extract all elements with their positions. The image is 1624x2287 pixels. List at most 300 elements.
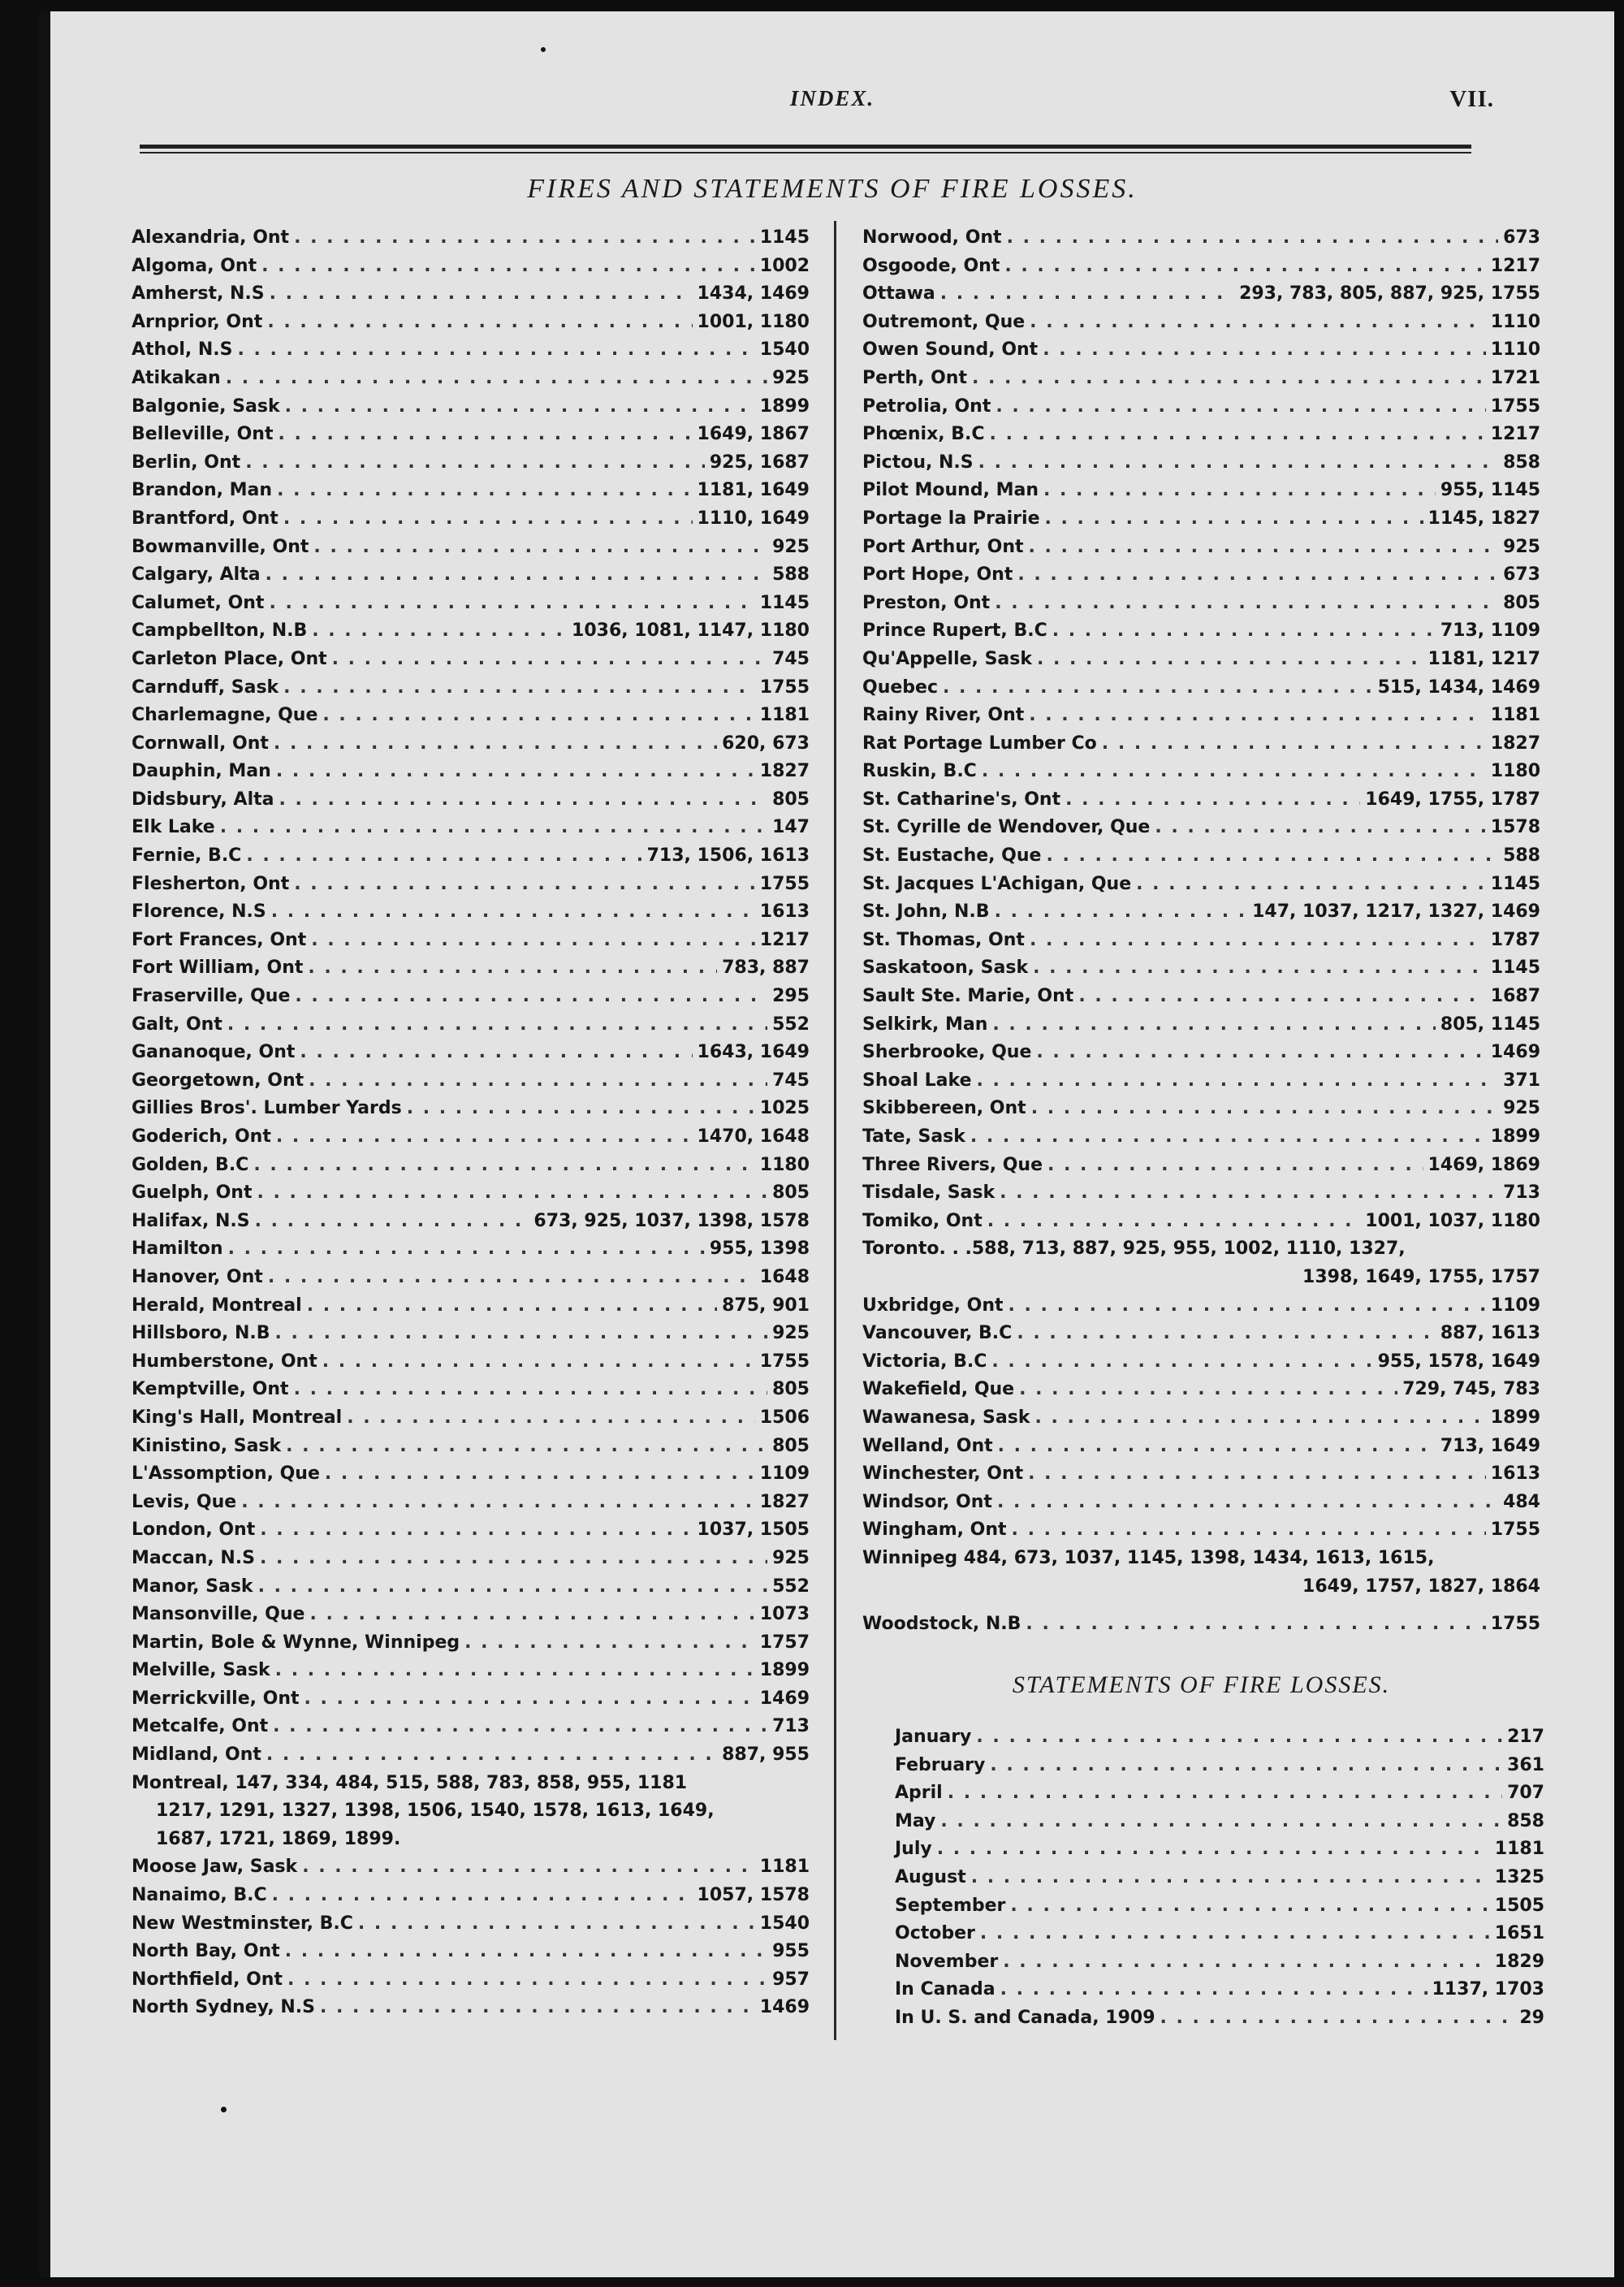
entry-pages: 1643, 1649 [697,1042,810,1063]
entry-pages: 745 [772,648,810,669]
entry-pages: 1687 [1490,986,1540,1007]
dot-leader [320,1994,755,2022]
dot-leader [253,1152,754,1180]
entry-name: April [895,1783,943,1804]
entry-name: St. John, N.B [862,901,990,923]
dot-leader [312,617,567,646]
dot-leader [948,1779,1502,1808]
entry-pages: 925 [772,536,810,557]
entry-pages: 858 [1507,1810,1544,1831]
entry-name: L'Assomption, Que [132,1463,320,1485]
index-entry [132,1966,810,1995]
entry-pages: 783, 887 [722,958,810,979]
dot-leader [995,590,1498,618]
entry-name: Nanaimo, B.C [132,1885,267,1906]
dot-leader [266,1741,717,1770]
entry-pages: 805, 1145 [1440,1014,1540,1035]
entry-pages: 1217 [759,929,810,950]
entry-name: Norwood, Ont [862,227,1002,248]
entry-pages: 887, 955 [722,1744,810,1766]
statements-title: STATEMENTS OF FIRE LOSSES. [1012,1671,1391,1698]
dot-leader [278,421,692,449]
index-entry [132,253,810,281]
dot-leader [313,534,767,562]
entry-pages: 805 [772,1435,810,1456]
entry-pages: 1827 [759,1491,810,1512]
index-entry [132,1994,810,2022]
entry-pages: 887, 1613 [1440,1323,1540,1344]
dot-leader [245,449,705,478]
dot-leader [1030,927,1486,955]
dot-leader [998,1433,1436,1461]
entry-name: Preston, Ont [862,592,991,613]
entry-pages: 673 [1503,227,1540,248]
dot-leader [995,898,1248,927]
entry-pages: 713 [772,1716,810,1737]
index-entry [132,1685,810,1714]
dot-leader [1017,1320,1436,1348]
print-speck [221,2107,227,2112]
index-entry [862,449,1540,478]
entry-name: In U. S. and Canada, 1909 [895,2007,1155,2028]
index-entry [132,336,810,365]
print-speck [541,47,546,52]
dot-leader [347,1404,755,1433]
entry-name: Sault Ste. Marie, Ont [862,986,1074,1007]
entry-pages: 673, 925, 1037, 1398, 1578 [533,1210,810,1231]
entry-name: Tomiko, Ont [862,1210,983,1231]
index-entry [862,365,1540,393]
entry-pages: 361 [1507,1754,1544,1775]
entry-name: Qu'Appelle, Sask [862,648,1032,669]
entry-pages: 673 [1503,564,1540,586]
entry-name: London, Ont [132,1520,256,1541]
index-entry [132,1264,810,1292]
entry-pages: 1110, 1649 [697,508,810,529]
index-entry [132,1657,810,1685]
index-entry [862,477,1540,505]
entry-pages: 1109 [759,1463,810,1485]
entry-pages: 1787 [1490,929,1540,950]
entry-pages: 552 [772,1014,810,1035]
index-entry [132,1404,810,1433]
index-entry [862,1179,1540,1208]
index-entry [895,1808,1544,1836]
entry-pages: 805 [772,1182,810,1204]
entry-name: Fort Frances, Ont [132,929,307,950]
dot-leader [1160,2004,1515,2033]
dot-leader [996,393,1485,422]
entry-name: Herald, Montreal [132,1295,302,1316]
index-entry [862,1460,1540,1489]
index-entry [132,927,810,955]
entry-name: Belleville, Ont [132,424,274,445]
entry-name: Calumet, Ont [132,592,265,613]
index-entry [862,814,1540,842]
index-entry [132,1741,810,1770]
entry-name: Martin, Bole & Wynne, Winnipeg [132,1632,460,1653]
entry-pages: 1181 [759,705,810,726]
dot-leader [407,1095,755,1123]
entry-pages: 620, 673 [722,733,810,754]
entry-pages: 217 [1507,1727,1544,1747]
index-entry [132,1067,810,1096]
dot-leader [307,1292,717,1321]
entry-pages: 713, 1649 [1440,1435,1540,1456]
entry-pages: 293, 783, 805, 887, 925, 1755 [1239,283,1540,305]
right-entry-list-mid [862,1292,1540,1545]
entry-pages: 1613 [759,901,810,923]
index-entry [862,280,1540,309]
index-entry [132,842,810,871]
entry-name: Metcalfe, Ont [132,1716,269,1737]
dot-leader [970,1123,1486,1152]
dot-leader [1003,1948,1490,1977]
left-entry-list [132,224,810,1770]
entry-name: Golden, B.C [132,1154,249,1175]
entry-pages: 29 [1519,2007,1544,2028]
index-entry [132,224,810,253]
index-entry [862,1376,1540,1404]
dot-leader [255,1208,529,1236]
entry-name: Rainy River, Ont [862,705,1025,726]
entry-pages: 1470, 1648 [697,1126,810,1147]
dot-leader [464,1629,755,1658]
index-entry [132,1292,810,1321]
dot-leader [294,224,755,253]
entry-name: Didsbury, Alta [132,789,274,810]
index-entry [132,1516,810,1545]
entry-pages: 1506 [759,1407,810,1428]
entry-name: Flesherton, Ont [132,873,290,894]
right-column [862,224,1540,1639]
entry-pages: 1137, 1703 [1432,1979,1544,2000]
index-entry [132,1179,810,1208]
entry-name: St. Eustache, Que [862,845,1042,867]
dot-leader [295,983,767,1011]
entry-pages: 147, 1037, 1217, 1327, 1469 [1252,901,1540,923]
index-entry [895,2004,1544,2033]
entry-pages: 371 [1503,1070,1540,1091]
index-entry [895,1835,1544,1864]
entry-name: Northfield, Ont [132,1969,283,1990]
dot-leader [268,1264,755,1292]
index-entry [132,449,810,478]
index-entry [132,1433,810,1461]
index-entry [862,534,1540,562]
index-entry [862,1039,1540,1067]
entry-pages: 147 [772,817,810,838]
index-entry [862,590,1540,618]
index-entry [862,1292,1540,1321]
entry-pages: 1109 [1490,1295,1540,1316]
entry-name: Maccan, N.S [132,1547,255,1568]
entry-name: August [895,1866,966,1887]
entry-name: Goderich, Ont [132,1126,271,1147]
entry-name: Guelph, Ont [132,1182,253,1204]
index-entry [132,590,810,618]
dot-leader [322,1348,755,1377]
entry-name: Elk Lake [132,817,215,838]
entry-name: January [895,1727,972,1747]
dot-leader [332,646,767,674]
entry-name: Three Rivers, Que [862,1154,1043,1175]
index-entry [132,1853,810,1882]
index-entry [862,898,1540,927]
entry-pages: 1025 [759,1098,810,1119]
index-page [39,11,1614,2277]
section-title: FIRES AND STATEMENTS OF FIRE LOSSES. [527,174,1138,204]
entry-name: North Sydney, N.S [132,1997,315,2018]
index-entry [132,309,810,337]
index-entry [132,280,810,309]
entry-pages: 955, 1398 [709,1239,810,1260]
index-entry [862,1011,1540,1040]
dot-leader [1052,617,1436,646]
entry-pages: 713 [1503,1182,1540,1204]
dot-leader [266,561,768,590]
index-entry [895,1864,1544,1892]
index-entry [132,1882,810,1910]
entry-pages: 1110 [1490,311,1540,332]
index-entry [132,1235,810,1264]
dot-leader [311,927,755,955]
dot-leader [309,1067,767,1096]
entry-pages: 1325 [1494,1866,1544,1887]
entry-pages: 1145 [759,592,810,613]
dot-leader [238,336,755,365]
entry-name: Ottawa [862,283,935,305]
index-entry [862,1320,1540,1348]
montreal-line-1: Montreal, 147, 334, 484, 515, 588, 783, 858, 955, 1181 [132,1772,688,1793]
entry-name: Selkirk, Man [862,1014,988,1035]
entry-name: Atikakan [132,367,221,388]
entry-name: Carleton Place, Ont [132,648,327,669]
index-entry [132,1011,810,1040]
entry-name: Petrolia, Ont [862,396,991,417]
entry-name: Georgetown, Ont [132,1070,304,1091]
entry-name: Alexandria, Ont [132,227,290,248]
entry-name: Manor, Sask [132,1576,253,1597]
entry-name: Fraserville, Que [132,986,291,1007]
entry-pages: 552 [772,1576,810,1597]
index-entry [132,983,810,1011]
entry-name: Winchester, Ont [862,1463,1024,1485]
entry-pages: 1217 [1490,255,1540,276]
entry-name: Gananoque, Ont [132,1042,296,1063]
dot-leader [358,1910,755,1939]
toronto-line-2: 1398, 1649, 1755, 1757 [1302,1266,1540,1287]
entry-name: Wakefield, Que [862,1379,1015,1400]
index-entry [862,1095,1540,1123]
entry-name: Carnduff, Sask [132,677,279,698]
entry-name: Melville, Sask [132,1660,270,1681]
entry-name: Halifax, N.S [132,1210,250,1231]
dot-leader [990,1752,1502,1780]
dot-leader [1029,702,1486,730]
dot-leader [274,730,717,759]
entry-pages: 1829 [1494,1951,1544,1972]
dot-leader [940,1808,1502,1836]
entry-name: Levis, Que [132,1491,237,1512]
index-entry [895,1920,1544,1948]
entry-name: Dauphin, Man [132,761,271,782]
dot-leader [1000,1179,1498,1208]
entry-name: King's Hall, Montreal [132,1407,343,1428]
entry-name: Algoma, Ont [132,255,257,276]
entry-name: Brandon, Man [132,480,273,501]
entry-name: Phœnix, B.C [862,424,985,445]
dot-leader [990,421,1486,449]
entry-pages: 955, 1578, 1649 [1377,1351,1540,1372]
entry-name: Uxbridge, Ont [862,1295,1004,1316]
index-entry [132,702,810,730]
index-entry [132,1545,810,1573]
index-entry [862,1067,1540,1096]
statements-column [895,1723,1544,2033]
dot-leader [1078,983,1485,1011]
entry-pages: 1057, 1578 [697,1885,810,1906]
entry-name: Balgonie, Sask [132,396,280,417]
entry-pages: 515, 1434, 1469 [1377,677,1540,698]
index-entry [862,1516,1540,1545]
entry-name: Wingham, Ont [862,1520,1007,1541]
entry-pages: 1181 [759,1857,810,1878]
dot-leader [940,280,1234,309]
index-entry [132,674,810,703]
entry-name: Wawanesa, Sask [862,1407,1030,1428]
entry-pages: 1899 [759,396,810,417]
entry-pages: 1469 [759,1997,810,2018]
entry-name: Hillsboro, N.B [132,1323,270,1344]
index-entry [862,983,1540,1011]
dot-leader [302,1853,755,1882]
dot-leader [1019,1376,1397,1404]
entry-name: Midland, Ont [132,1744,261,1766]
entry-name: Windsor, Ont [862,1491,992,1512]
entry-pages: 1181, 1649 [697,480,810,501]
index-entry [132,561,810,590]
index-entry-woodstock: Woodstock, N.B . . . 1755 [862,1610,1540,1639]
left-entry-list-tail [132,1853,810,2022]
index-entry [862,1208,1540,1236]
dot-leader [276,1123,693,1152]
entry-name: Osgoode, Ont [862,255,1000,276]
entry-pages: 1540 [759,339,810,361]
entry-name: Galt, Ont [132,1014,222,1035]
left-column [132,224,810,2022]
dot-leader [997,1489,1498,1517]
entry-name: Campbellton, N.B [132,620,308,642]
index-entry [895,1752,1544,1780]
entry-name: Vancouver, B.C [862,1323,1013,1344]
entry-pages: 1899 [759,1660,810,1681]
dot-leader [285,393,755,422]
entry-pages: 957 [772,1969,810,1990]
entry-name: Kinistino, Sask [132,1435,282,1456]
montreal-line-3: 1687, 1721, 1869, 1899. [156,1828,401,1849]
dot-leader [976,1723,1502,1752]
dot-leader [294,871,755,899]
entry-pages: 1110 [1490,339,1540,361]
index-entry [132,786,810,815]
entry-name: In Canada [895,1979,996,2000]
entry-name: Athol, N.S [132,339,233,361]
entry-pages: 1649, 1755, 1787 [1365,789,1540,810]
dot-leader [978,449,1498,478]
entry-name: Quebec [862,677,938,698]
entry-pages: 1002 [759,255,810,276]
index-entry [132,1095,810,1123]
entry-pages: 1755 [759,873,810,894]
dot-leader [1043,336,1486,365]
entry-name: Rat Portage Lumber Co [862,733,1097,754]
index-entry [132,871,810,899]
dot-leader [971,1864,1490,1892]
dot-leader [226,365,767,393]
entry-name: Kemptville, Ont [132,1379,289,1400]
entry-name: St. Cyrille de Wendover, Que [862,817,1151,838]
dot-leader [277,477,692,505]
dot-leader [285,1938,767,1966]
dot-leader [982,758,1486,786]
dot-leader [980,1920,1490,1948]
dot-leader [1029,534,1499,562]
entry-pages: 1180 [1490,761,1540,782]
entry-name: Humberstone, Ont [132,1351,317,1372]
entry-name: Amherst, N.S [132,283,265,305]
entry-pages: 1145 [1490,958,1540,979]
winnipeg-line-2: 1649, 1757, 1827, 1864 [1302,1576,1540,1597]
index-entry [862,421,1540,449]
entry-pages: 1578 [1490,817,1540,838]
entry-pages: 1899 [1490,1126,1540,1147]
dot-leader [992,1011,1435,1040]
dot-leader [1007,224,1498,253]
entry-pages: 713, 1506, 1613 [646,845,810,867]
entry-name: St. Jacques L'Achigan, Que [862,873,1132,894]
index-entry [862,871,1540,899]
dot-leader [1030,309,1486,337]
entry-name: Brantford, Ont [132,508,279,529]
index-entry [132,1348,810,1377]
dot-leader [1033,954,1486,983]
dot-leader [294,1376,768,1404]
entry-name: Prince Rupert, B.C [862,620,1047,642]
index-entry [132,1573,810,1602]
index-entry [132,1208,810,1236]
entry-pages: 925 [1503,536,1540,557]
entry-name: Cornwall, Ont [132,733,269,754]
entry-pages: 925 [772,1547,810,1568]
entry-pages: 1755 [1490,396,1540,417]
index-entry [132,365,810,393]
dot-leader [269,590,754,618]
entry-pages: 295 [772,986,810,1007]
index-entry [862,1152,1540,1180]
dot-leader [1043,477,1436,505]
index-entry [132,1601,810,1629]
index-entry [862,702,1540,730]
dot-leader [283,505,693,534]
index-entry [862,617,1540,646]
entry-pages: 1181, 1217 [1427,648,1540,669]
dot-leader [1102,730,1486,759]
dot-leader [228,1235,705,1264]
entry-pages: 745 [772,1070,810,1091]
index-entry [862,1348,1540,1377]
index-entry [862,758,1540,786]
